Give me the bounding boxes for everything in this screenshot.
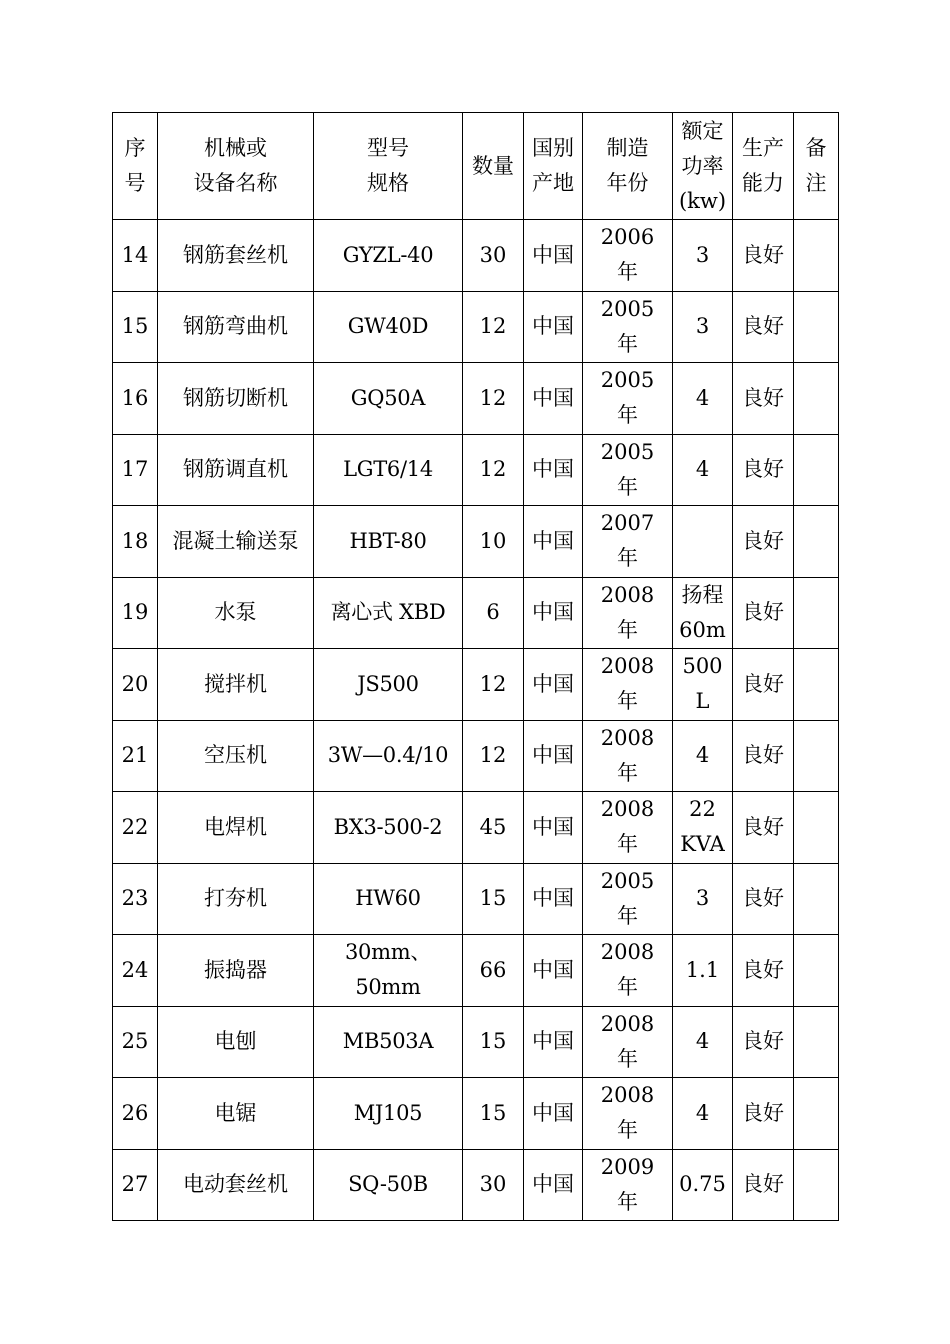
cell-remark xyxy=(794,220,839,292)
cell-name: 电焊机 xyxy=(158,792,314,864)
header-capacity: 生产 能力 xyxy=(733,113,794,220)
cell-power: 3 xyxy=(673,291,733,363)
cell-name: 电锯 xyxy=(158,1078,314,1150)
table-row xyxy=(113,363,839,435)
cell-qty: 15 xyxy=(463,1006,524,1078)
cell-origin: 中国 xyxy=(524,577,583,649)
header-origin: 国别 产地 xyxy=(524,113,583,220)
cell-remark xyxy=(794,434,839,506)
cell-qty: 45 xyxy=(463,792,524,864)
cell-no: 19 xyxy=(113,577,158,649)
cell-year: 2008 年 xyxy=(583,935,673,1007)
cell-capacity: 良好 xyxy=(733,649,794,721)
cell-power: 4 xyxy=(673,1006,733,1078)
cell-year: 2008 年 xyxy=(583,649,673,721)
cell-power: 4 xyxy=(673,363,733,435)
cell-origin: 中国 xyxy=(524,363,583,435)
cell-origin: 中国 xyxy=(524,220,583,292)
cell-year: 2005 年 xyxy=(583,363,673,435)
cell-remark xyxy=(794,506,839,578)
cell-capacity: 良好 xyxy=(733,935,794,1007)
cell-capacity: 良好 xyxy=(733,291,794,363)
cell-capacity: 良好 xyxy=(733,1006,794,1078)
header-model: 型号 规格 xyxy=(314,113,463,220)
cell-qty: 15 xyxy=(463,863,524,935)
table-row xyxy=(113,506,839,578)
cell-capacity: 良好 xyxy=(733,577,794,649)
cell-year: 2005 年 xyxy=(583,291,673,363)
cell-model: GW40D xyxy=(314,291,463,363)
cell-remark xyxy=(794,1149,839,1221)
cell-origin: 中国 xyxy=(524,792,583,864)
table-body xyxy=(113,220,839,1221)
table-row xyxy=(113,649,839,721)
cell-capacity: 良好 xyxy=(733,1078,794,1150)
cell-capacity: 良好 xyxy=(733,220,794,292)
cell-year: 2009 年 xyxy=(583,1149,673,1221)
cell-year: 2007 年 xyxy=(583,506,673,578)
header-power: 额定 功率 (kw) xyxy=(673,113,733,220)
cell-name: 振捣器 xyxy=(158,935,314,1007)
cell-name: 钢筋调直机 xyxy=(158,434,314,506)
cell-capacity: 良好 xyxy=(733,434,794,506)
cell-capacity: 良好 xyxy=(733,720,794,792)
cell-origin: 中国 xyxy=(524,291,583,363)
table-row xyxy=(113,720,839,792)
cell-model: GYZL-40 xyxy=(314,220,463,292)
cell-power: 4 xyxy=(673,434,733,506)
table-row xyxy=(113,577,839,649)
cell-model: HW60 xyxy=(314,863,463,935)
cell-year: 2005 年 xyxy=(583,434,673,506)
cell-name: 钢筋切断机 xyxy=(158,363,314,435)
cell-capacity: 良好 xyxy=(733,863,794,935)
cell-power: 0.75 xyxy=(673,1149,733,1221)
cell-qty: 6 xyxy=(463,577,524,649)
cell-year: 2008 年 xyxy=(583,792,673,864)
cell-remark xyxy=(794,577,839,649)
cell-qty: 12 xyxy=(463,434,524,506)
cell-year: 2008 年 xyxy=(583,720,673,792)
table-header-row xyxy=(113,113,839,220)
cell-no: 22 xyxy=(113,792,158,864)
cell-name: 钢筋套丝机 xyxy=(158,220,314,292)
cell-remark xyxy=(794,1078,839,1150)
cell-model: JS500 xyxy=(314,649,463,721)
cell-origin: 中国 xyxy=(524,1006,583,1078)
header-no: 序 号 xyxy=(113,113,158,220)
cell-remark xyxy=(794,935,839,1007)
cell-capacity: 良好 xyxy=(733,506,794,578)
cell-power: 1.1 xyxy=(673,935,733,1007)
cell-no: 18 xyxy=(113,506,158,578)
cell-origin: 中国 xyxy=(524,649,583,721)
cell-name: 电动套丝机 xyxy=(158,1149,314,1221)
cell-origin: 中国 xyxy=(524,720,583,792)
header-name: 机械或 设备名称 xyxy=(158,113,314,220)
cell-no: 26 xyxy=(113,1078,158,1150)
cell-remark xyxy=(794,720,839,792)
table-row xyxy=(113,291,839,363)
cell-origin: 中国 xyxy=(524,1078,583,1150)
cell-power: 4 xyxy=(673,720,733,792)
cell-name: 电刨 xyxy=(158,1006,314,1078)
cell-capacity: 良好 xyxy=(733,792,794,864)
cell-capacity: 良好 xyxy=(733,1149,794,1221)
cell-power: 扬程 60m xyxy=(673,577,733,649)
cell-model: GQ50A xyxy=(314,363,463,435)
cell-origin: 中国 xyxy=(524,935,583,1007)
cell-no: 20 xyxy=(113,649,158,721)
table-row xyxy=(113,792,839,864)
cell-qty: 10 xyxy=(463,506,524,578)
cell-origin: 中国 xyxy=(524,863,583,935)
cell-power: 3 xyxy=(673,863,733,935)
table-row xyxy=(113,1149,839,1221)
cell-remark xyxy=(794,1006,839,1078)
cell-no: 17 xyxy=(113,434,158,506)
cell-qty: 12 xyxy=(463,720,524,792)
cell-year: 2005 年 xyxy=(583,863,673,935)
cell-no: 14 xyxy=(113,220,158,292)
cell-qty: 66 xyxy=(463,935,524,1007)
cell-origin: 中国 xyxy=(524,434,583,506)
cell-name: 水泵 xyxy=(158,577,314,649)
cell-power: 500 L xyxy=(673,649,733,721)
cell-power: 22 KVA xyxy=(673,792,733,864)
cell-name: 混凝土输送泵 xyxy=(158,506,314,578)
cell-model: MJ105 xyxy=(314,1078,463,1150)
cell-no: 21 xyxy=(113,720,158,792)
cell-year: 2008 年 xyxy=(583,1006,673,1078)
table-row xyxy=(113,1078,839,1150)
cell-name: 钢筋弯曲机 xyxy=(158,291,314,363)
cell-qty: 12 xyxy=(463,649,524,721)
cell-model: 3W—0.4/10 xyxy=(314,720,463,792)
cell-model: BX3-500-2 xyxy=(314,792,463,864)
cell-model: MB503A xyxy=(314,1006,463,1078)
table-row xyxy=(113,863,839,935)
table-row xyxy=(113,935,839,1007)
cell-no: 15 xyxy=(113,291,158,363)
table-row xyxy=(113,434,839,506)
cell-power: 3 xyxy=(673,220,733,292)
cell-remark xyxy=(794,863,839,935)
cell-qty: 30 xyxy=(463,1149,524,1221)
cell-model: SQ-50B xyxy=(314,1149,463,1221)
cell-qty: 12 xyxy=(463,291,524,363)
cell-year: 2008 年 xyxy=(583,577,673,649)
cell-origin: 中国 xyxy=(524,1149,583,1221)
cell-qty: 15 xyxy=(463,1078,524,1150)
cell-remark xyxy=(794,363,839,435)
cell-year: 2008 年 xyxy=(583,1078,673,1150)
cell-no: 24 xyxy=(113,935,158,1007)
cell-model: HBT-80 xyxy=(314,506,463,578)
cell-remark xyxy=(794,291,839,363)
header-remark: 备 注 xyxy=(794,113,839,220)
cell-power: 4 xyxy=(673,1078,733,1150)
cell-qty: 12 xyxy=(463,363,524,435)
cell-no: 25 xyxy=(113,1006,158,1078)
cell-model: 30mm、 50mm xyxy=(314,935,463,1007)
cell-no: 27 xyxy=(113,1149,158,1221)
cell-power xyxy=(673,506,733,578)
cell-no: 23 xyxy=(113,863,158,935)
cell-no: 16 xyxy=(113,363,158,435)
cell-model: 离心式 XBD xyxy=(314,577,463,649)
equipment-table xyxy=(112,112,839,1221)
header-qty: 数量 xyxy=(463,113,524,220)
cell-remark xyxy=(794,649,839,721)
cell-remark xyxy=(794,792,839,864)
table-row xyxy=(113,220,839,292)
header-year: 制造 年份 xyxy=(583,113,673,220)
table-row xyxy=(113,1006,839,1078)
cell-capacity: 良好 xyxy=(733,363,794,435)
cell-name: 搅拌机 xyxy=(158,649,314,721)
cell-name: 空压机 xyxy=(158,720,314,792)
cell-origin: 中国 xyxy=(524,506,583,578)
cell-qty: 30 xyxy=(463,220,524,292)
cell-model: LGT6/14 xyxy=(314,434,463,506)
cell-name: 打夯机 xyxy=(158,863,314,935)
cell-year: 2006 年 xyxy=(583,220,673,292)
